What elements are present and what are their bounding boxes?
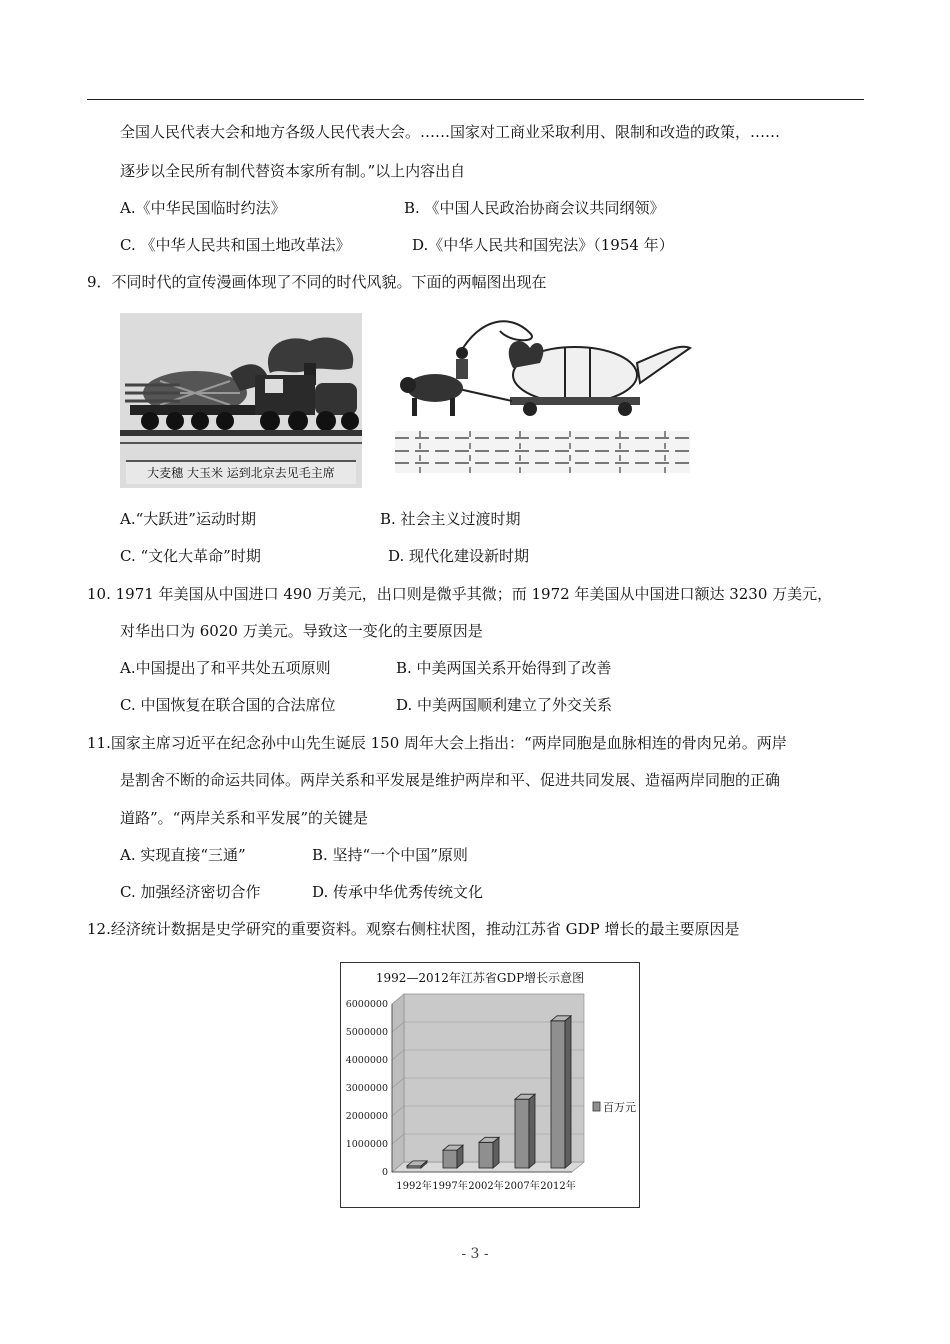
q12-stem: 12.经济统计数据是史学研究的重要资料。观察右侧柱状图，推动江苏省 GDP 增长的最主要原因是	[87, 920, 740, 938]
q8-text-line2: 逐步以全民所有制代替资本家所有制。”以上内容出自	[120, 162, 466, 180]
q8-option-a[interactable]: A.《中华民国临时约法》	[120, 199, 286, 217]
legend-label: 百万元	[603, 1101, 636, 1114]
bar-front	[479, 1142, 493, 1168]
cartoon-caption: 大麦穗 大玉米 运到北京去见毛主席	[126, 460, 356, 484]
x-tick-label: 2012年	[540, 1181, 576, 1192]
page-number: - 3 -	[461, 1246, 489, 1262]
y-tick-label: 1000000	[345, 1139, 388, 1150]
cartoon-ox-cart-radish	[390, 313, 695, 478]
x-tick-label: 1997年	[432, 1181, 468, 1192]
q10-text-line1: 10. 1971 年美国从中国进口 490 万美元，出口则是微乎其微；而 1972 年美国从中国进口额达 3230 万美元，	[87, 585, 833, 603]
bar-front	[551, 1021, 565, 1168]
ox-cart-drawing	[390, 313, 695, 478]
q9-option-d[interactable]: D. 现代化建设新时期	[388, 547, 530, 565]
legend-swatch	[593, 1102, 600, 1111]
y-tick-label: 0	[381, 1167, 388, 1178]
y-tick-label: 6000000	[345, 999, 388, 1010]
x-tick-label: 1992年	[396, 1181, 432, 1192]
q10-option-a[interactable]: A.中国提出了和平共处五项原则	[120, 659, 331, 677]
q8-option-b[interactable]: B. 《中国人民政治协商会议共同纲领》	[404, 199, 665, 217]
q8-text-line1: 全国人民代表大会和地方各级人民代表大会。……国家对工商业采取利用、限制和改造的政策，……	[120, 123, 781, 141]
q10-text-line2: 对华出口为 6020 万美元。导致这一变化的主要原因是	[120, 622, 483, 640]
q10-option-c[interactable]: C. 中国恢复在联合国的合法席位	[120, 696, 336, 714]
bar-front	[515, 1099, 529, 1168]
x-tick-label: 2007年	[504, 1181, 540, 1192]
x-tick-label: 2002年	[468, 1181, 504, 1192]
y-tick-label: 4000000	[345, 1055, 388, 1066]
q11-text-line2: 是割舍不断的命运共同体。两岸关系和平发展是维护两岸和平、促进共同发展、造福两岸同胞的正确	[120, 771, 781, 789]
q11-option-b[interactable]: B. 坚持“一个中国”原则	[312, 846, 468, 864]
q11-text-line1: 11.国家主席习近平在纪念孙中山先生诞辰 150 周年大会上指出：“两岸同胞是血脉相连的骨肉兄弟。两岸	[87, 734, 787, 752]
gdp-chart-svg	[340, 962, 640, 1208]
y-tick-label: 3000000	[345, 1083, 388, 1094]
q10-option-d[interactable]: D. 中美两国顺利建立了外交关系	[396, 696, 613, 714]
bar-side	[529, 1094, 535, 1168]
q11-option-c[interactable]: C. 加强经济密切合作	[120, 883, 261, 901]
bar-side	[565, 1016, 571, 1168]
q9-option-b[interactable]: B. 社会主义过渡时期	[380, 510, 521, 528]
q11-text-line3: 道路”。“两岸关系和平发展”的关键是	[120, 809, 369, 827]
q10-option-b[interactable]: B. 中美两国关系开始得到了改善	[396, 659, 612, 677]
gdp-chart	[340, 962, 640, 1208]
cartoon-train-grain	[120, 313, 362, 488]
y-tick-label: 2000000	[345, 1111, 388, 1122]
q8-option-c[interactable]: C. 《中华人民共和国土地改革法》	[120, 236, 351, 254]
q9-option-c[interactable]: C. “文化大革命”时期	[120, 547, 261, 565]
q9-option-a[interactable]: A.“大跃进”运动时期	[120, 510, 256, 528]
q8-option-d[interactable]: D.《中华人民共和国宪法》（1954 年）	[412, 236, 674, 254]
q11-option-a[interactable]: A. 实现直接“三通”	[120, 846, 246, 864]
bar-front	[443, 1150, 457, 1168]
y-tick-label: 5000000	[345, 1027, 388, 1038]
header-rule	[87, 99, 864, 100]
q9-stem: 9．不同时代的宣传漫画体现了不同的时代风貌。下面的两幅图出现在	[87, 273, 547, 291]
q11-option-d[interactable]: D. 传承中华优秀传统文化	[312, 883, 484, 901]
chart-title: 1992—2012年江苏省GDP增长示意图	[375, 971, 585, 985]
